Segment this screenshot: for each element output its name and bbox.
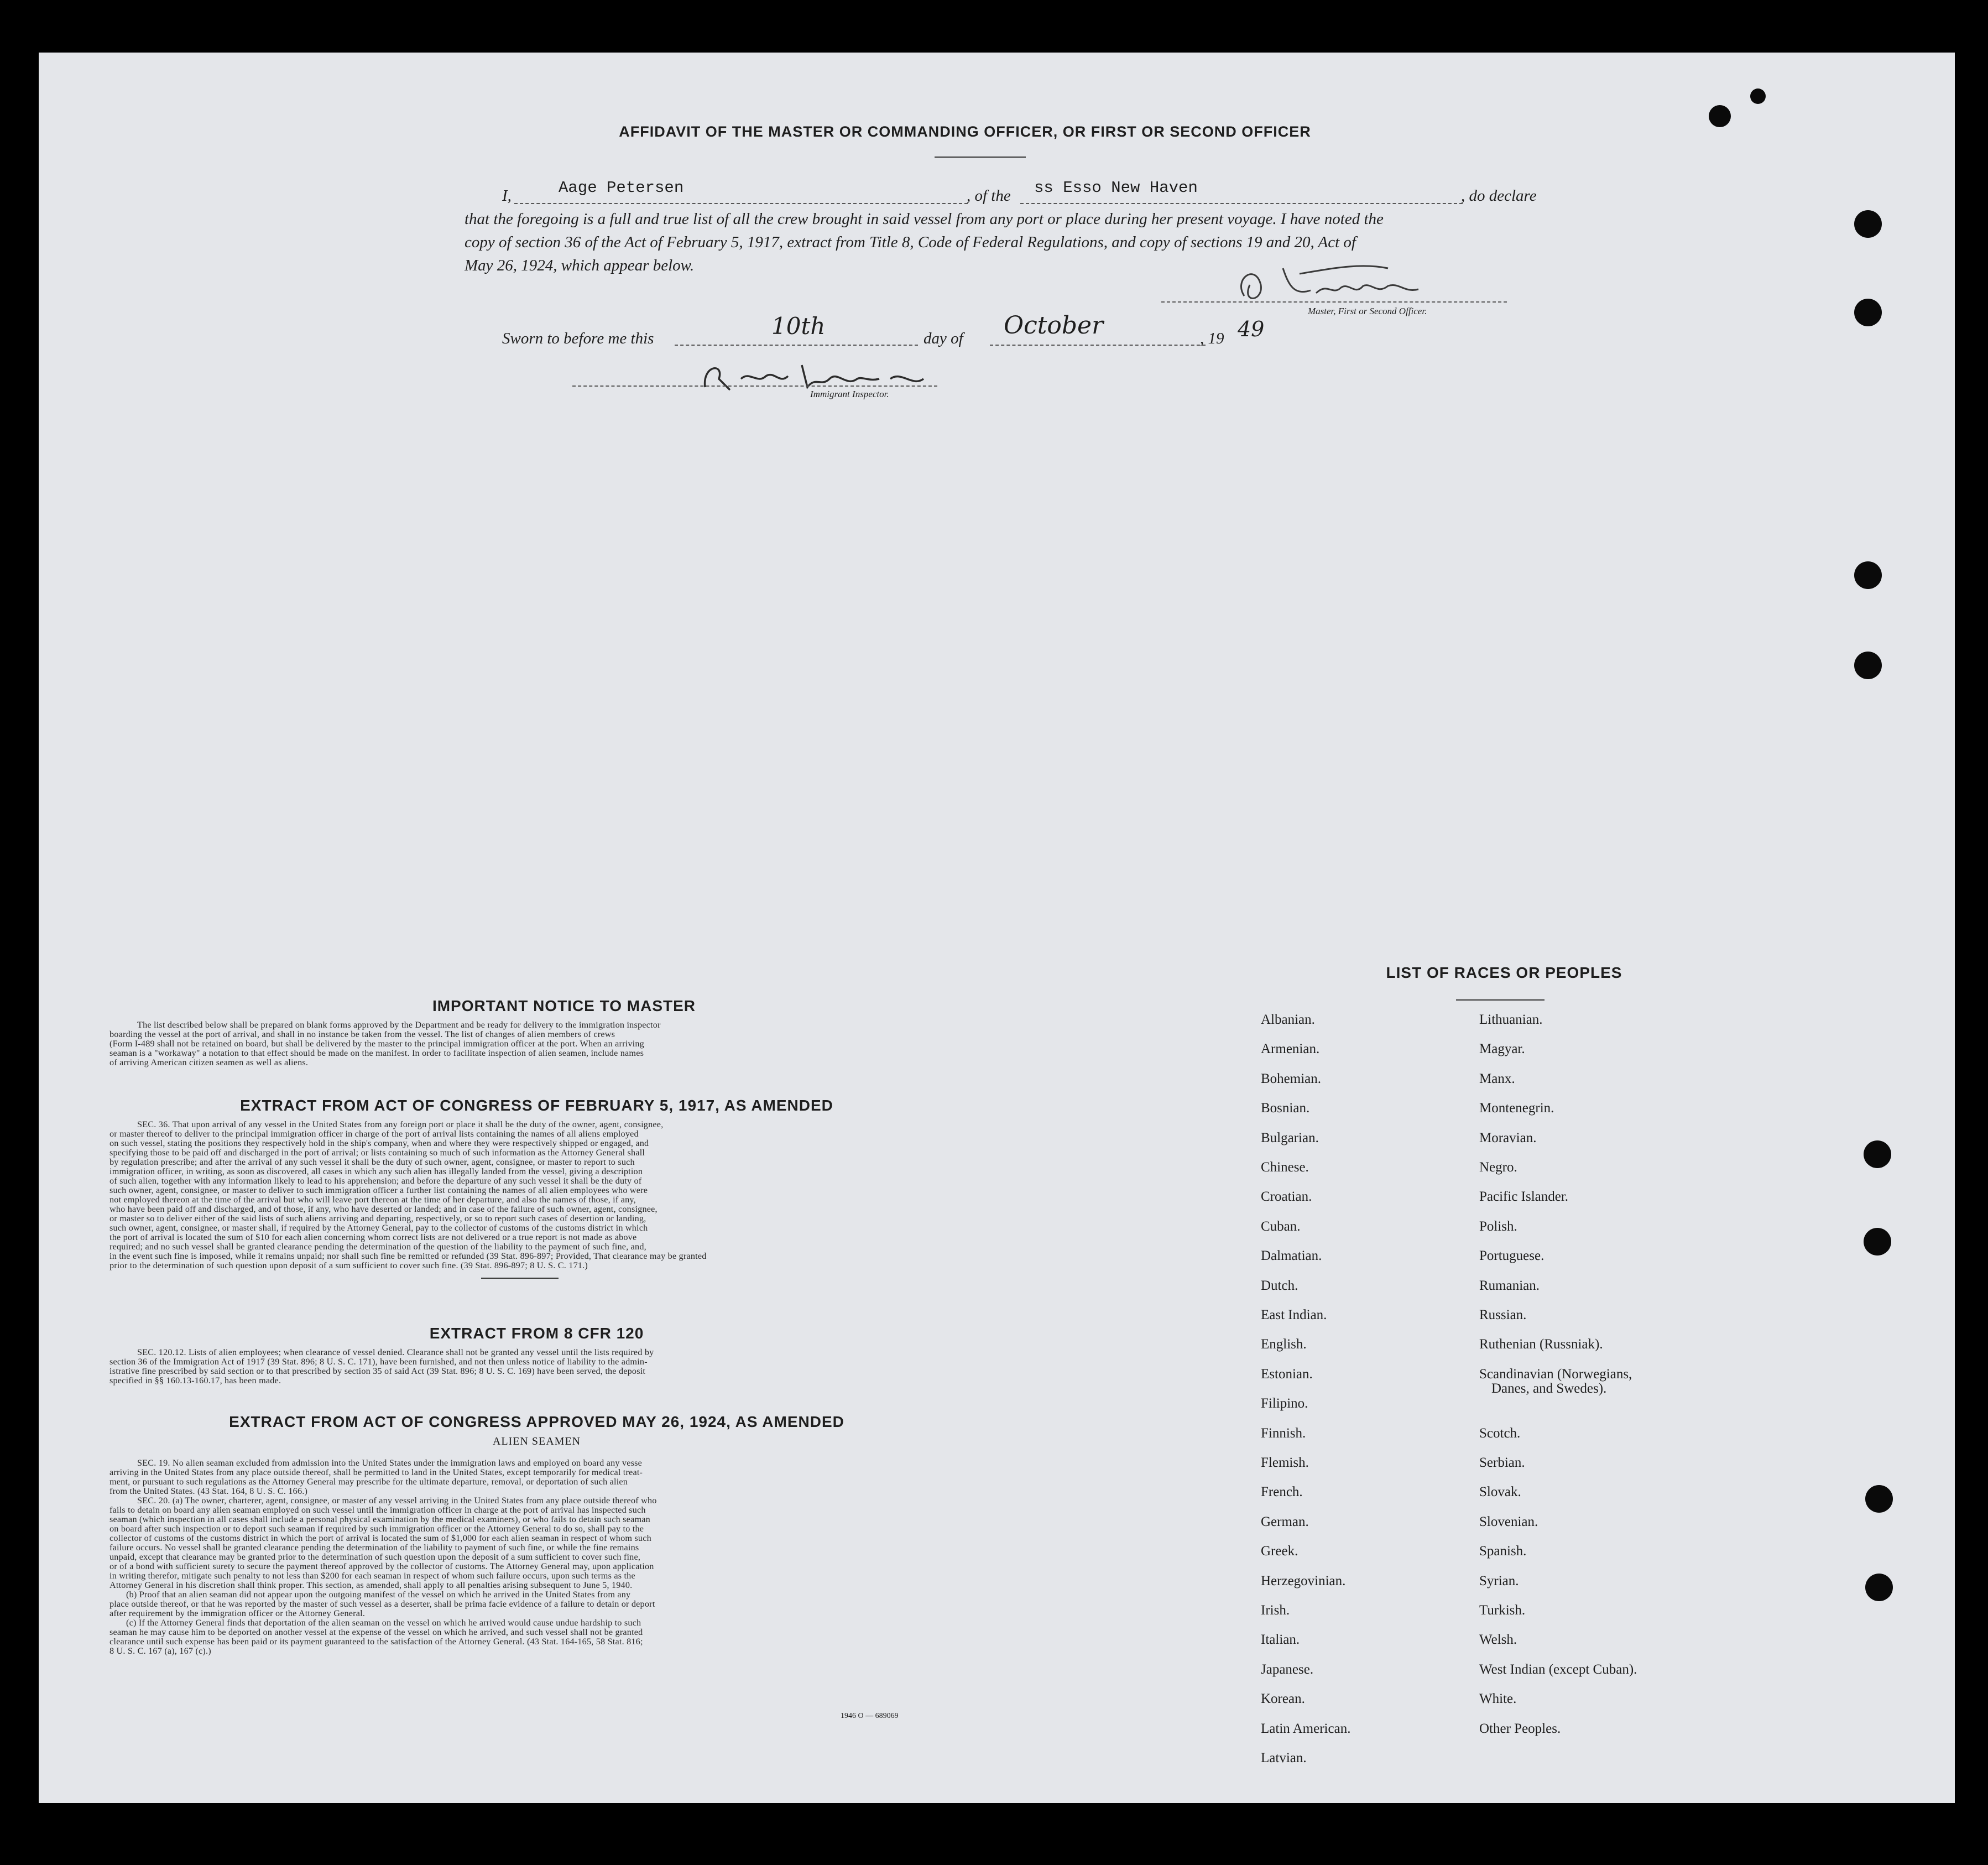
race-item: Scandinavian (Norwegians, [1479, 1366, 1632, 1382]
master-signature-caption: Master, First or Second Officer. [1308, 306, 1427, 316]
inspector-signature-line [572, 385, 937, 387]
race-item: Pacific Islander. [1479, 1189, 1569, 1205]
vessel-name: ss Esso New Haven [1034, 179, 1198, 197]
race-item: Japanese. [1261, 1661, 1314, 1677]
section-rule [481, 1278, 559, 1279]
race-item: Negro. [1479, 1160, 1517, 1175]
sworn-label: Sworn to before me this [502, 330, 654, 347]
notice-line: of arriving American citizen seamen as well as aliens. [109, 1057, 309, 1067]
race-item: German. [1261, 1514, 1309, 1529]
binder-hole [1854, 652, 1882, 679]
notice-text [109, 1020, 964, 1067]
race-item: Dalmatian. [1261, 1248, 1322, 1264]
vessel-name-line [1020, 203, 1463, 204]
race-item: Portuguese. [1479, 1248, 1545, 1264]
notice-line: seaman is a "workaway" a notation to that effect should be made on the manifest. In order to facilitate inspection of alien seamen, include names [109, 1048, 644, 1058]
extract-1917-line: or master thereof to deliver to the principal immigration officer in charge of the port of arrival lists containing the names of all aliens employed [109, 1129, 639, 1139]
extract-1924-line: 8 U. S. C. 167 (a), 167 (c).) [109, 1646, 211, 1656]
do-declare-label: , do declare [1461, 187, 1537, 205]
binder-hole [1865, 1574, 1893, 1601]
extract-1917-line: on such vessel, stating the positions they respectively hold in the ship's company, when and where they were respectively shipped or engaged, and [109, 1138, 649, 1148]
extract-cfr-line: section 36 of the Immigration Act of 1917 (39 Stat. 896; 8 U. S. C. 171), have been furnished, and not then unless notice of liability to the admin- [109, 1357, 648, 1367]
race-item: Scotch. [1479, 1425, 1521, 1441]
extract-1917-line: such owner, agent, consignee, or master shall, if required by the Attorney General, pay to the collector of customs of the customs district in which [109, 1223, 648, 1233]
extract-1917-title: EXTRACT FROM ACT OF CONGRESS OF FEBRUARY 5, 1917, AS AMENDED [240, 1097, 833, 1114]
extract-1924-line: unpaid, except that clearance may be granted prior to the determination of such question upon the deposit of a sum sufficient to cover such fine, [109, 1552, 641, 1562]
day-of-label: day of [923, 330, 963, 347]
extract-1924-line: fails to detain on board any alien seaman employed on such vessel until the immigration officer in charge at the port of arrival has inspected such [109, 1505, 646, 1515]
notice-line: (Form I-489 shall not be retained on board, but shall be delivered by the master to the principal immigration officer at the port. When an arriving [109, 1039, 644, 1049]
extract-cfr-line: specified in §§ 160.13-160.17, has been made. [109, 1376, 281, 1385]
extract-1917-line: SEC. 36. That upon arrival of any vessel in the United States from any foreign port or place it shall be the duty of the owner, agent, consignee, [137, 1119, 664, 1129]
race-item: Spanish. [1479, 1544, 1527, 1559]
extract-1924-line: SEC. 20. (a) The owner, charterer, agent, consignee, or master of any vessel arriving in the United States from any place outside thereof who [137, 1496, 657, 1505]
extract-1917-line: or master so to deliver either of the said lists of such aliens arriving and departing, respectively, or so to report such cases of desertion or landing, [109, 1213, 646, 1223]
race-item: Korean. [1261, 1691, 1305, 1707]
extract-1924-line: SEC. 19. No alien seaman excluded from admission into the United States under the immigration laws and employed on board any vesse [137, 1458, 642, 1468]
affidavit-body-line: copy of section 36 of the Act of February 5, 1917, extract from Title 8, Code of Federal Regulations, and copy of sections 19 and 20, Act of [465, 233, 1356, 251]
extract-1917-text [109, 1120, 964, 1270]
extract-1917-line: the port of arrival is located the sum of $10 for each alien concerning whom correct lists are not delivered or a true report is not made as above [109, 1232, 637, 1242]
extract-1917-line: not employed thereon at the time of the arrival but who will leave port thereon at the time of her departure, and also the names of those, if any, [109, 1195, 636, 1205]
affidavit-title: AFFIDAVIT OF THE MASTER OR COMMANDING OFFICER, OR FIRST OR SECOND OFFICER [619, 123, 1311, 140]
race-item: Dutch. [1261, 1278, 1298, 1293]
extract-1924-line: arriving in the United States from any place outside thereof, shall be permitted to land in the United States, except temporarily for medical treat- [109, 1467, 643, 1477]
title-rule [935, 157, 1026, 158]
notice-line: The list described below shall be prepared on blank forms approved by the Department and be ready for delivery to the immigration inspector [137, 1020, 661, 1030]
race-item: Rumanian. [1479, 1278, 1540, 1293]
race-item: East Indian. [1261, 1307, 1327, 1322]
extract-1924-line: seaman he may cause him to be deported on another vessel at the expense of the vessel on which he arrived, and such vessel shall not be granted [109, 1627, 643, 1637]
notice-line: boarding the vessel at the port of arrival, and shall in no instance be taken from the vessel. The list of changes of alien members of crews [109, 1029, 615, 1039]
binder-hole [1854, 561, 1882, 589]
race-item: Slovak. [1479, 1484, 1521, 1500]
extract-1924-subtitle: ALIEN SEAMEN [492, 1435, 581, 1447]
sworn-day-line [675, 345, 918, 346]
race-item: Herzegovinian. [1261, 1573, 1346, 1588]
race-item: Estonian. [1261, 1366, 1313, 1382]
race-item: Bohemian. [1261, 1071, 1322, 1086]
master-name: Aage Petersen [559, 179, 684, 197]
extract-1924-line: collector of customs of the customs district in which the port of arrival is located the sum of $1,000 for each alien seaman in respect of whom such [109, 1533, 651, 1543]
i-label: I, [502, 187, 512, 205]
document-sheet [39, 53, 1955, 1803]
race-item: Greek. [1261, 1544, 1298, 1559]
race-item: Bulgarian. [1261, 1130, 1319, 1145]
extract-1924-title: EXTRACT FROM ACT OF CONGRESS APPROVED MAY 26, 1924, AS AMENDED [229, 1413, 844, 1430]
extract-1924-text [109, 1458, 964, 1656]
race-item: French. [1261, 1484, 1303, 1500]
year-suffix: 49 [1238, 317, 1265, 341]
race-item: Latvian. [1261, 1751, 1307, 1765]
race-item: Montenegrin. [1479, 1101, 1554, 1116]
extract-cfr-text [109, 1348, 964, 1385]
extract-1924-line: seaman (which inspection in all cases shall include a personal physical examination by the medical examiners), or who fails to detain such seaman [109, 1514, 650, 1524]
binder-hole [1854, 210, 1882, 238]
race-item: Latin American. [1261, 1721, 1351, 1736]
sworn-month-line [990, 345, 1206, 346]
extract-1917-line: in the event such fine is imposed, while it remains unpaid; nor shall such fine be remitted or refunded (39 Stat. 896-897; Provided, That clearance may be granted [109, 1251, 707, 1261]
extract-1924-line: in writing therefor, mitigate such penalty to not less than $200 for each seaman in respect of whom such failure occurs, upon such terms as the [109, 1571, 635, 1581]
race-item: Flemish. [1261, 1455, 1309, 1470]
race-item: Cuban. [1261, 1218, 1301, 1234]
race-item: Armenian. [1261, 1041, 1320, 1057]
race-item: Russian. [1479, 1307, 1527, 1322]
extract-1924-line: clearance until such expense has been paid or its payment guaranteed to the satisfaction of the Attorney General. (43 Stat. 164-165, 58 Stat. 816; [109, 1637, 643, 1647]
master-signature-line [1161, 301, 1507, 303]
stain-spot [1709, 105, 1731, 127]
inspector-caption: Immigrant Inspector. [810, 389, 889, 399]
extract-1917-line: specifying those to be paid off and discharged in the port of arrival; or lists containing so much of such information as the Attorney General shall [109, 1148, 645, 1158]
extract-1924-line: ment, or pursuant to such regulations as the Attorney General may prescribe for the ultimate departure, removal, or deportation of such alien [109, 1477, 628, 1487]
races-rule [1456, 999, 1545, 1001]
race-item: Manx. [1479, 1071, 1515, 1086]
race-item: Chinese. [1261, 1160, 1309, 1175]
binder-hole [1854, 299, 1882, 326]
race-item: Serbian. [1479, 1455, 1525, 1470]
of-the-label: , of the [967, 187, 1011, 205]
affidavit-body-line: May 26, 1924, which appear below. [465, 257, 695, 274]
race-item: Irish. [1261, 1603, 1290, 1618]
extract-1917-line: by regulation prescribe; and after the arrival of any such vessel it shall be the duty of such owner, agent, consignee, or master to report to such [109, 1157, 635, 1167]
extract-cfr-title: EXTRACT FROM 8 CFR 120 [429, 1325, 644, 1342]
race-item: Moravian. [1479, 1130, 1537, 1145]
sworn-month: October [1004, 311, 1104, 340]
extract-1917-line: of such alien, together with any information likely to lead to his apprehension; and before the departure of any such vessel it shall be the duty of [109, 1176, 642, 1186]
extract-1924-line: or of a bond with sufficient surety to secure the payment thereof approved by the collector of customs. The Attorney General may, upon application [109, 1561, 654, 1571]
race-item: Italian. [1261, 1632, 1300, 1648]
year-prefix: , 19 [1200, 330, 1224, 347]
extract-1924-line: on board after such inspection or to deport such seaman if required by such immigration officer or the Attorney General to do so, shall pay to the [109, 1524, 644, 1534]
race-item: Finnish. [1261, 1425, 1306, 1441]
extract-1924-line: failure occurs. No vessel shall be granted clearance pending the determination of the liability to payment of such fine, or while the fine remains [109, 1543, 639, 1553]
master-signature [1222, 252, 1499, 312]
extract-1917-line: required; and no such vessel shall be granted clearance pending the determination of the question of the liability to the payment of such fine, and, [109, 1242, 646, 1252]
extract-1917-line: immigration officer, in writing, as soon as discovered, all cases in which any such alien has illegally landed from the vessel, giving a description [109, 1166, 643, 1176]
race-item: Bosnian. [1261, 1101, 1310, 1116]
race-item: Albanian. [1261, 1012, 1315, 1027]
race-item: Filipino. [1261, 1396, 1308, 1411]
extract-1917-line: who have been paid off and discharged, and of those, if any, who have deserted or landed; and in case of the failure of such owner, agent, consignee, [109, 1204, 658, 1214]
races-title: LIST OF RACES OR PEOPLES [1386, 964, 1622, 981]
race-item: Magyar. [1479, 1041, 1525, 1057]
extract-1924-line: place outside thereof, or that he was reported by the master of such vessel as a deserter, shall be prima facie evidence of a failure to detain or deport [109, 1599, 655, 1609]
extract-cfr-line: istrative fine prescribed by said section or to that prescribed by section 35 of said Act (39 Stat. 896; 8 U. S. C. 169) have been served, the deposit [109, 1366, 646, 1376]
extract-1924-line: (b) Proof that an alien seaman did not appear upon the outgoing manifest of the vessel on which he arrived in the United States from any [126, 1590, 631, 1600]
extract-cfr-line: SEC. 120.12. Lists of alien employees; when clearance of vessel denied. Clearance shall not be granted any vessel until the lists required by [137, 1347, 654, 1357]
race-item: Lithuanian. [1479, 1012, 1543, 1027]
race-item: Turkish. [1479, 1603, 1526, 1618]
race-item: Danes, and Swedes). [1491, 1380, 1607, 1396]
notice-title: IMPORTANT NOTICE TO MASTER [432, 997, 696, 1014]
race-item: Syrian. [1479, 1573, 1519, 1588]
sworn-day: 10th [771, 312, 826, 340]
race-item: West Indian (except Cuban). [1479, 1661, 1637, 1677]
master-name-line [514, 203, 968, 204]
race-item: Other Peoples. [1479, 1721, 1561, 1736]
extract-1924-line: from the United States. (43 Stat. 164, 8 U. S. C. 166.) [109, 1486, 308, 1496]
race-item: English. [1261, 1337, 1307, 1352]
extract-1924-line: (c) If the Attorney General finds that deportation of the alien seaman on the vessel on which he arrived would cause undue hardship to such [126, 1618, 641, 1628]
race-item: Croatian. [1261, 1189, 1312, 1205]
race-item: Ruthenian (Russniak). [1479, 1337, 1603, 1352]
print-code: 1946 O — 689069 [841, 1712, 899, 1720]
stain-spot [1750, 88, 1766, 104]
affidavit-body-line: that the foregoing is a full and true list of all the crew brought in said vessel from any port or place during her present voyage. I have noted the [465, 210, 1384, 228]
binder-hole [1864, 1140, 1891, 1168]
binder-hole [1864, 1228, 1891, 1256]
race-item: Slovenian. [1479, 1514, 1538, 1529]
race-item: White. [1479, 1691, 1517, 1707]
binder-hole [1865, 1485, 1893, 1513]
extract-1917-line: prior to the determination of such question upon deposit of a sum sufficient to cover such fine. (39 Stat. 896-897; 8 U. S. C. 171.) [109, 1260, 588, 1270]
race-item: Welsh. [1479, 1632, 1517, 1648]
extract-1917-line: such owner, agent, consignee, or master to deliver to such immigration officer a further list containing the names of all alien employees who were [109, 1185, 648, 1195]
extract-1924-line: Attorney General in his discretion shall think proper. This section, as amended, shall apply to all penalties arising subsequent to June 5, 1940. [109, 1580, 633, 1590]
extract-1924-line: after requirement by the immigration officer or the Attorney General. [109, 1608, 366, 1618]
race-item: Polish. [1479, 1218, 1517, 1234]
